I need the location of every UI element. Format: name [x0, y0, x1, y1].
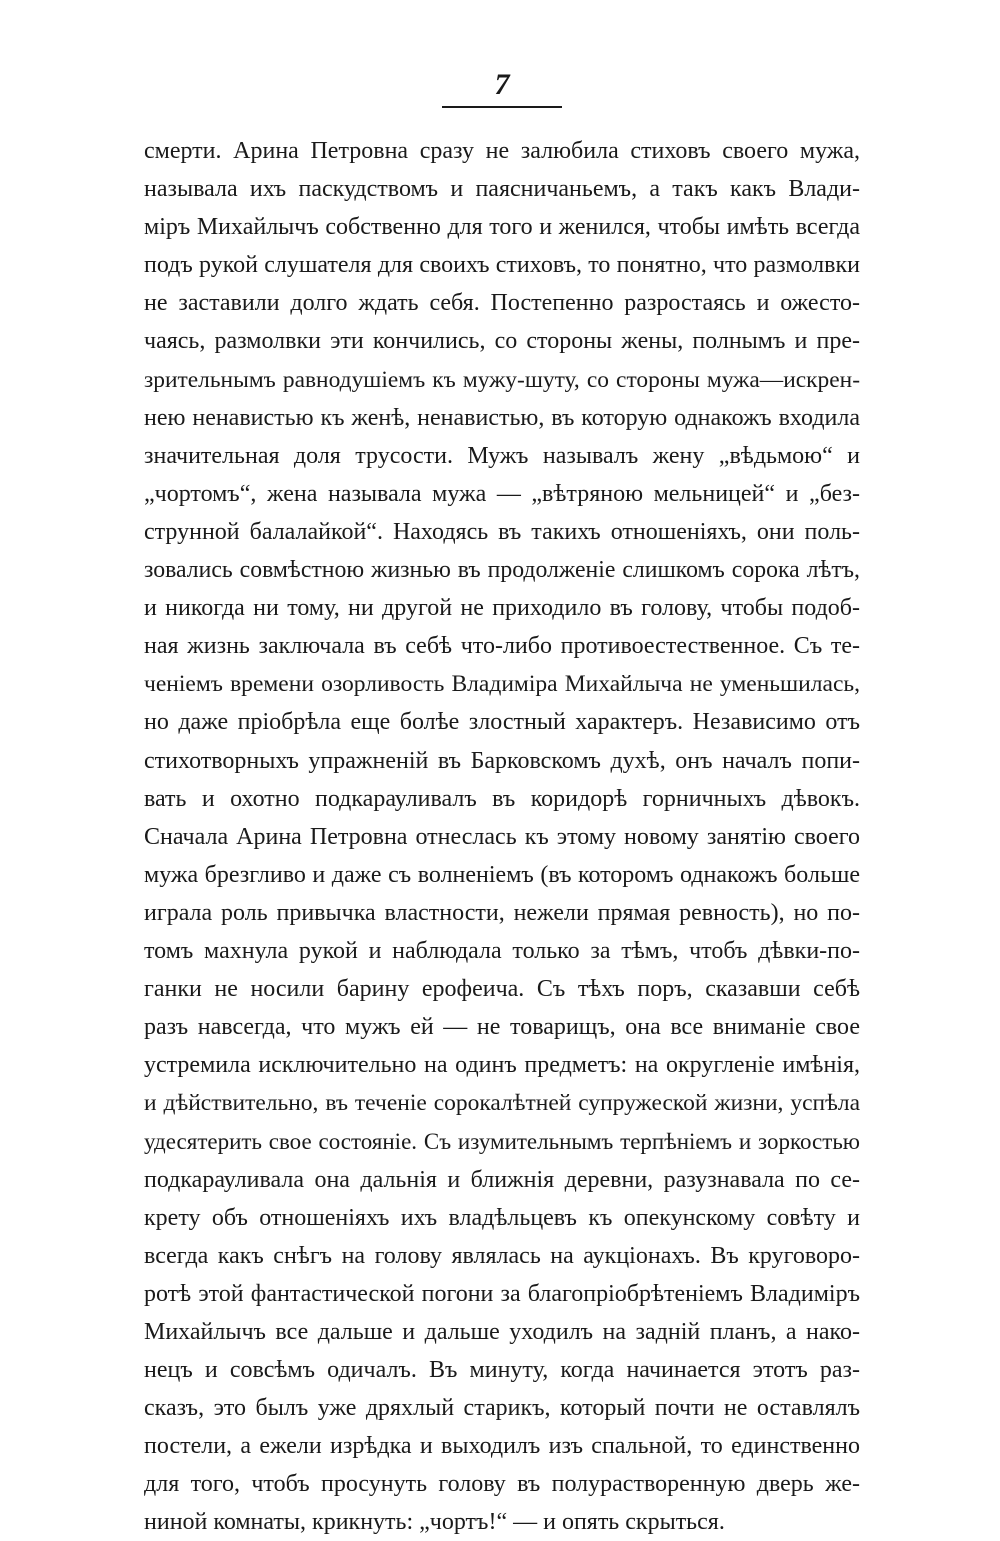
text-line: мужа брезгливо и даже съ волненіемъ (въ которомъ однакожъ больше [144, 861, 860, 888]
text-line: ротѣ этой фантастической погони за благопріобрѣтеніемъ Владиміръ [144, 1280, 860, 1307]
page-number: 7 [494, 68, 510, 101]
header-rule [442, 106, 562, 108]
text-line: постели, а ежели изрѣдка и выходилъ изъ спальной, то единственно [144, 1433, 860, 1460]
text-line: подъ рукой слушателя для своихъ стиховъ, то понятно, что размолвки [144, 252, 860, 279]
text-line: устремила исключительно на одинъ предметъ: на округленіе имѣнія, [144, 1052, 860, 1079]
text-line: подкарауливала она дальнія и ближнія деревни, разузнавала по се- [144, 1166, 860, 1193]
text-line: ная жизнь заключала въ себѣ что-либо противоестественное. Съ те- [144, 633, 860, 660]
text-line: смерти. Арина Петровна сразу не залюбила стиховъ своего мужа, [144, 138, 860, 164]
text-line: нею ненавистью къ женѣ, ненавистью, въ которую однакожъ входила [144, 404, 860, 431]
text-line: для того, чтобъ просунуть голову въ полурастворенную дверь же- [144, 1471, 860, 1498]
text-line: томъ махнула рукой и наблюдала только за тѣмъ, чтобъ дѣвки-по- [144, 937, 860, 964]
text-line: разъ навсегда, что мужъ ей — не товарищъ, она все вниманіе свое [144, 1014, 860, 1041]
text-line: „чортомъ“, жена называла мужа — „вѣтряною мельницей“ и „без- [144, 480, 860, 507]
text-line: нецъ и совсѣмъ одичалъ. Въ минуту, когда начинается этотъ раз- [144, 1357, 860, 1383]
text-line: удесятерить свое состояніе. Съ изумительнымъ терпѣніемъ и зоркостью [144, 1128, 860, 1155]
text-line: ганки не носили барину ерофеича. Съ тѣхъ поръ, сказавши себѣ [144, 976, 860, 1003]
text-line: зовались совмѣстною жизнью въ продолженіе слишкомъ сорока лѣтъ, [144, 557, 860, 584]
body-text [144, 132, 860, 1541]
text-line: крету объ отношеніяхъ ихъ владѣльцевъ къ опекунскому совѣту и [144, 1204, 860, 1231]
text-line: но даже пріобрѣла еще болѣе злостный характеръ. Независимо отъ [144, 709, 860, 736]
text-line: не заставили долго ждать себя. Постепенно разростаясь и ожесто- [144, 290, 860, 317]
text-line: вать и охотно подкарауливалъ въ коридорѣ горничныхъ дѣвокъ. [144, 785, 860, 812]
text-line: называла ихъ паскудствомъ и паясничаньемъ, а такъ какъ Влади- [144, 176, 860, 203]
text-line: всегда какъ снѣгъ на голову являлась на аукціонахъ. Въ круговоро- [144, 1242, 860, 1269]
text-line: сказъ, это былъ уже дряхлый старикъ, который почти не оставлялъ [144, 1395, 860, 1422]
text-line: играла роль привычка властности, нежели прямая ревность), но по- [144, 899, 860, 926]
text-line: зрительнымъ равнодушіемъ къ мужу-шуту, со стороны мужа—искрен- [144, 366, 860, 393]
text-line: Михайлычъ все дальше и дальше уходилъ на задній планъ, а нако- [144, 1318, 860, 1345]
text-line: и никогда ни тому, ни другой не приходило въ голову, чтобы подоб- [144, 595, 860, 622]
text-line: струнной балалайкой“. Находясь въ такихъ отношеніяхъ, они поль- [144, 518, 860, 545]
text-line: Сначала Арина Петровна отнеслась къ этому новому занятію своего [144, 823, 860, 850]
text-line: чаясь, размолвки эти кончились, со стороны жены, полнымъ и пре- [144, 328, 860, 355]
text-line: ченіемъ времени озорливость Владиміра Михайлыча не уменьшилась, [144, 671, 860, 698]
text-line: и дѣйствительно, въ теченіе сорокалѣтней супружеской жизни, успѣла [144, 1090, 860, 1117]
text-line: значительная доля трусости. Мужъ называлъ жену „вѣдьмою“ и [144, 442, 860, 469]
text-line: стихотворныхъ упражненій въ Барковскомъ духѣ, онъ началъ попи- [144, 747, 860, 774]
text-line: ниной комнаты, крикнуть: „чортъ!“ — и опять скрыться. [144, 1509, 725, 1536]
text-line: міръ Михайлычъ собственно для того и женился, чтобы имѣть всегда [144, 214, 860, 241]
